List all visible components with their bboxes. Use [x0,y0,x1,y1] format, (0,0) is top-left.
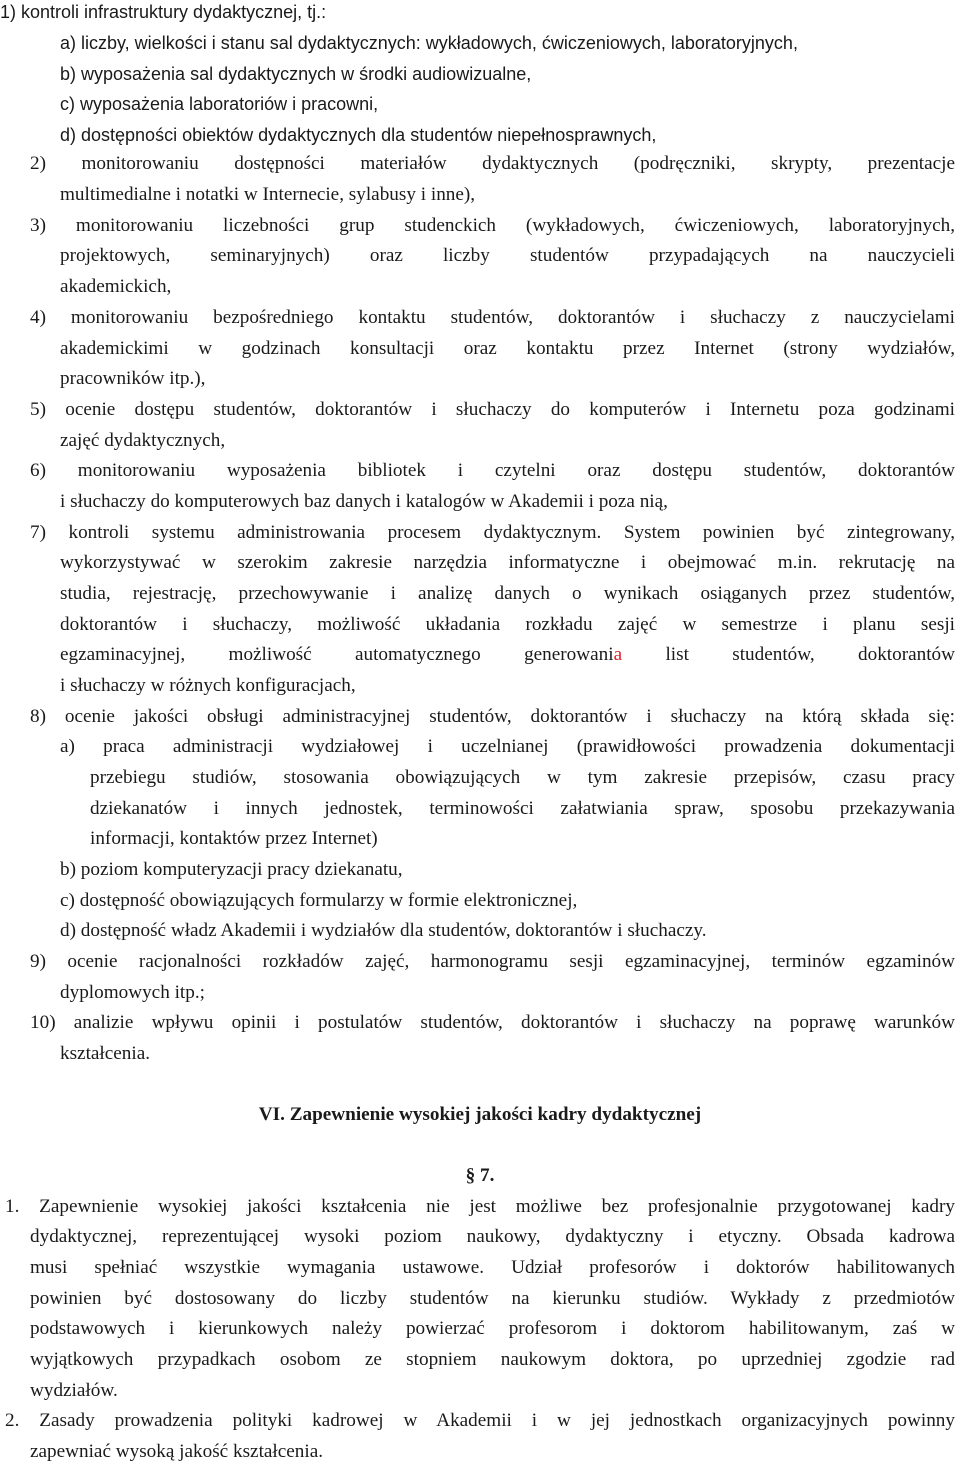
list-item-3-cont: akademickich, [60,276,172,297]
list-item-7-cont: wykorzystywać w szerokim zakresie narzędzia informatyczne i obejmować m.in. rekrutację na [60,552,955,573]
list-item-7-cont: studia, rejestrację, przechowywanie i analizę danych o wynikach osiąganych przez studentów, [60,583,955,604]
list-subitem-8a: a) praca administracji wydziałowej i uczelnianej (prawidłowości prowadzenia dokumentacji [60,736,955,757]
list-item-8: 8) ocenie jakości obsługi administracyjnej studentów, doktorantów i słuchaczy na którą składa się: [30,706,955,727]
paragraph-number: § 7. [465,1165,495,1186]
list-item-5: 5) ocenie dostępu studentów, doktorantów i słuchaczy do komputerów i Internetu poza godzinami [30,399,955,420]
paragraph-1-cont: wyjątkowych przypadkach osobom ze stopniem naukowym doktora, po uprzedniej zgodzie rad [30,1349,955,1370]
list-item-6: 6) monitorowaniu wyposażenia bibliotek i czytelni oraz dostępu studentów, doktorantów [30,460,955,481]
highlighted-letter: a [613,644,623,665]
paragraph-1-cont: powinien być dostosowany do liczby studentów na kierunku studiów. Wykłady z przedmiotów [30,1288,955,1309]
paragraph-2: 2. Zasady prowadzenia polityki kadrowej w Akademii i w jej jednostkach organizacyjnych powinny [5,1410,955,1431]
list-item-9-cont: dyplomowych itp.; [60,982,205,1003]
list-subitem-1a: a) liczby, wielkości i stanu sal dydaktycznych: wykładowych, ćwiczeniowych, laboratoryjnych, [60,33,798,53]
list-item-10-cont: kształcenia. [60,1043,151,1064]
list-subitem-8a-cont: dziekanatów i innych jednostek, terminowości załatwiania spraw, sposobu przekazywania [90,798,955,819]
paragraph-1-cont: musi spełniać wszystkie wymagania ustawowe. Udział profesorów i doktorów habilitowanych [30,1257,955,1278]
list-subitem-8c: c) dostępność obowiązujących formularzy w formie elektronicznej, [60,890,578,911]
list-item-2: 2) monitorowaniu dostępności materiałów dydaktycznych (podręczniki, skrypty, prezentacje [30,153,955,174]
list-item-1: 1) kontroli infrastruktury dydaktycznej, tj.: [0,2,327,22]
list-subitem-8d: d) dostępność władz Akademii i wydziałów dla studentów, doktorantów i słuchaczy. [60,920,707,941]
paragraph-2-cont: zapewniać wysoką jakość kształcenia. [30,1441,324,1462]
list-item-3-cont: projektowych, seminaryjnych) oraz liczby studentów przypadających na nauczycieli [60,245,955,266]
list-item-4-cont: pracowników itp.), [60,368,206,389]
list-item-4: 4) monitorowaniu bezpośredniego kontaktu studentów, doktorantów i słuchaczy z nauczycielami [30,307,955,328]
text-run: egzaminacyjnej, możliwość automatycznego generowani [60,644,614,665]
list-item-5-cont: zajęć dydaktycznych, [60,430,226,451]
list-subitem-1c: c) wyposażenia laboratoriów i pracowni, [60,94,379,114]
list-subitem-8a-cont: informacji, kontaktów przez Internet) [90,828,378,849]
paragraph-1-cont: wydziałów. [30,1380,118,1401]
list-item-7: 7) kontroli systemu administrowania procesem dydaktycznym. System powinien być zintegrowany, [30,522,955,543]
list-item-2-cont: multimedialne i notatki w Internecie, sylabusy i inne), [60,184,476,205]
list-subitem-8a-cont: przebiegu studiów, stosowania obowiązujących w tym zakresie przepisów, czasu pracy [90,767,955,788]
list-subitem-1b: b) wyposażenia sal dydaktycznych w środki audiowizualne, [60,64,532,84]
list-item-7-cont: doktorantów i słuchaczy, możliwość układania rozkładu zajęć w semestrze i planu sesji [60,614,955,635]
paragraph-1: 1. Zapewnienie wysokiej jakości kształcenia nie jest możliwe bez profesjonalnie przygotowanej kadry [5,1196,955,1217]
paragraph-1-cont: dydaktycznej, reprezentującej wysoki poziom naukowy, dydaktyczny i etyczny. Obsada kadrowa [30,1226,955,1247]
list-item-3: 3) monitorowaniu liczebności grup studenckich (wykładowych, ćwiczeniowych, laboratoryjnych, [30,215,955,236]
text-run: list studentów, doktorantów [622,644,955,665]
list-item-6-cont: i słuchaczy do komputerowych baz danych i katalogów w Akademii i poza nią, [60,491,668,512]
list-item-7-cont: i słuchaczy w różnych konfiguracjach, [60,675,356,696]
list-item-9: 9) ocenie racjonalności rozkładów zajęć, harmonogramu sesji egzaminacyjnej, terminów egzaminów [30,951,955,972]
list-item-7-cont [60,643,955,667]
list-item-4-cont: akademickimi w godzinach konsultacji oraz kontaktu przez Internet (strony wydziałów, [60,338,955,359]
list-subitem-8b: b) poziom komputeryzacji pracy dziekanatu, [60,859,403,880]
section-heading: VI. Zapewnienie wysokiej jakości kadry dydaktycznej [258,1104,702,1125]
list-subitem-1d: d) dostępności obiektów dydaktycznych dla studentów niepełnosprawnych, [60,125,657,145]
list-item-10: 10) analizie wpływu opinii i postulatów studentów, doktorantów i słuchaczy na poprawę warunków [30,1012,955,1033]
paragraph-1-cont: podstawowych i kierunkowych należy powierzać profesorom i doktorom habilitowanym, zaś w [30,1318,955,1339]
